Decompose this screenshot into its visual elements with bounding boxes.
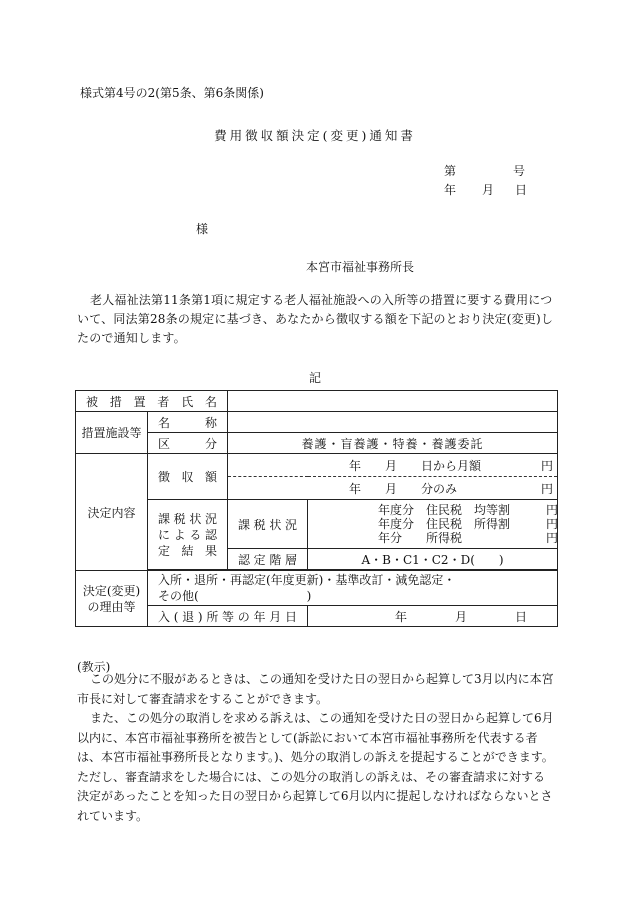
- document-title: 費用徴収額決定(変更)通知書: [214, 128, 416, 143]
- grade-value: A・B・C1・C2・D( ): [308, 549, 558, 570]
- ki-heading: 記: [308, 371, 321, 385]
- collection-amount-label: 徴収額: [148, 454, 228, 500]
- tax-status-lines: [308, 500, 558, 549]
- recipient-honorific: 様: [196, 222, 209, 236]
- facility-label: 措置施設等: [76, 412, 148, 454]
- admission-date-value: 年 月 日: [308, 606, 558, 627]
- reason-line-1: 入所・退所・再認定(年度更新)・基準改訂・減免認定・: [158, 573, 456, 587]
- date-year-label: 年: [444, 183, 457, 197]
- facility-category-label: 区分: [148, 433, 228, 454]
- grade-label: 認定階層: [228, 549, 308, 570]
- decision-label: 決定内容: [76, 454, 148, 571]
- appeal-notice: この処分に不服があるときは、この通知を受けた日の翌日から起算して3月以内に本宮市長に対して審査請求をすることができます。: [77, 672, 554, 706]
- decision-table: [75, 390, 558, 627]
- tax-result-label: 課税状況による認定結果: [148, 500, 228, 570]
- person-name-label: 被措置者氏名: [76, 391, 228, 412]
- date-day-label: 日: [515, 183, 528, 197]
- instruction-heading: (教示): [77, 660, 111, 674]
- number-prefix: 第: [444, 164, 457, 178]
- lawsuit-notice: また、この処分の取消しを求める訴えは、この通知を受けた日の翌日から起算して6月以内に、本宮市福祉事務所を被告として(訴訟において本宮市福祉事務所を代表する者は、本宮市福祉事務所長となります。)、処分の取消しの訴えを提起することができます。ただし、審査請求をした場合には、この処分の取消しの訴えは、その審査請求に対する決定があったことを知った日の翌日から起算して6月以内に提起しなければならないとされています。: [77, 711, 554, 823]
- form-number: 様式第4号の2(第5条、第6条関係): [80, 86, 264, 100]
- admission-date-label: 入(退)所等の年月日: [148, 606, 308, 627]
- monthly-amount-line: 年 月 日から月額 円: [228, 454, 558, 477]
- facility-name-label: 名称: [148, 412, 228, 433]
- facility-category-value: 養護・盲養護・特養・養護委託: [228, 433, 558, 454]
- issuer-name: 本宮市福祉事務所長: [306, 260, 415, 274]
- tax-line-income-tax: 年分 所得税 円: [378, 531, 559, 545]
- reason-label: 決定(変更)の理由等: [76, 571, 148, 627]
- number-suffix: 号: [513, 164, 526, 178]
- tax-status-label: 課税状況: [228, 500, 308, 549]
- tax-line-resident-income: 年度分 住民税 所得割 円: [378, 517, 559, 531]
- single-month-amount-line: 年 月 分のみ 円: [228, 477, 558, 500]
- facility-name-value: [228, 412, 558, 433]
- person-name-value: [228, 391, 558, 412]
- reason-options: [148, 571, 558, 606]
- reason-line-2: その他( ): [158, 589, 312, 603]
- tax-line-resident-per-capita: 年度分 住民税 均等割 円: [378, 503, 559, 517]
- body-paragraph: 老人福祉法第11条第1項に規定する老人福祉施設への入所等の措置に要する費用について、同法第28条の規定に基づき、あなたから徴収する額を下記のとおり決定(変更)したので通知します。: [77, 293, 554, 345]
- date-month-label: 月: [482, 183, 495, 197]
